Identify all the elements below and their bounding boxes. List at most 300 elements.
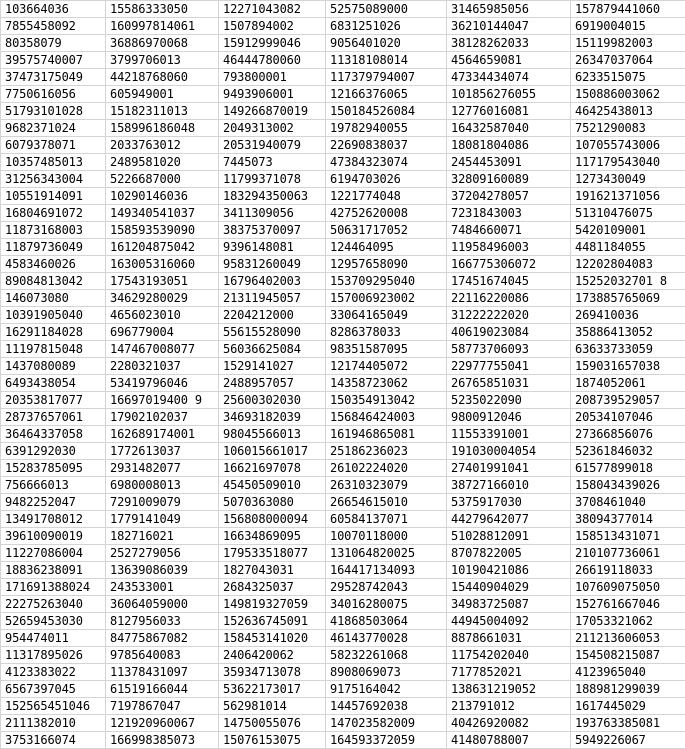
table-cell[interactable]: 208739529057 xyxy=(571,392,685,409)
table-cell[interactable]: 2684325037 xyxy=(219,579,326,596)
table-cell[interactable]: 15586333050 xyxy=(106,1,219,18)
table-cell[interactable]: 131064820025 xyxy=(326,545,447,562)
table-cell[interactable]: 152636745091 xyxy=(219,613,326,630)
table-cell[interactable]: 44279642077 xyxy=(447,511,571,528)
table-cell[interactable]: 146073080 xyxy=(1,290,106,307)
table-cell[interactable]: 61577899018 xyxy=(571,460,685,477)
table-cell[interactable]: 149266870019 xyxy=(219,103,326,120)
table-cell[interactable]: 2406420062 xyxy=(219,647,326,664)
table-cell[interactable]: 158513431071 xyxy=(571,528,685,545)
table-row xyxy=(1,613,685,630)
table-row xyxy=(1,715,685,732)
table-cell[interactable]: 36210144047 xyxy=(447,18,571,35)
table-cell[interactable]: 6831251026 xyxy=(326,18,447,35)
table-cell[interactable]: 164417134093 xyxy=(326,562,447,579)
table-cell[interactable]: 3411309056 xyxy=(219,205,326,222)
table-cell[interactable]: 15252032701 8 xyxy=(571,273,685,290)
table-cell[interactable]: 18081804086 xyxy=(447,137,571,154)
table-cell[interactable]: 124464095 xyxy=(326,239,447,256)
table-cell[interactable]: 39610090019 xyxy=(1,528,106,545)
table-cell[interactable]: 158593539090 xyxy=(106,222,219,239)
table-row xyxy=(1,647,685,664)
table-cell[interactable]: 26765851031 xyxy=(447,375,571,392)
table-cell[interactable]: 80358079 xyxy=(1,35,106,52)
table-cell[interactable]: 1221774048 xyxy=(326,188,447,205)
table-cell[interactable]: 22977755041 xyxy=(447,358,571,375)
table-row xyxy=(1,18,685,35)
table-cell[interactable]: 33064165049 xyxy=(326,307,447,324)
table-row xyxy=(1,630,685,647)
table-cell[interactable]: 6493438054 xyxy=(1,375,106,392)
table-cell[interactable]: 158453141020 xyxy=(219,630,326,647)
table-row xyxy=(1,596,685,613)
table-cell[interactable]: 53419796046 xyxy=(106,375,219,392)
table-cell[interactable]: 1772613037 xyxy=(106,443,219,460)
table-cell[interactable]: 562981014 xyxy=(219,698,326,715)
table-cell[interactable]: 2454453091 xyxy=(447,154,571,171)
table-cell[interactable]: 10551914091 xyxy=(1,188,106,205)
table-cell[interactable]: 17902102037 xyxy=(106,409,219,426)
table-cell[interactable]: 106015661017 xyxy=(219,443,326,460)
table-cell[interactable]: 6194703026 xyxy=(326,171,447,188)
table-cell[interactable]: 7484660071 xyxy=(447,222,571,239)
table-cell[interactable]: 6919004015 xyxy=(571,18,685,35)
table-cell[interactable]: 51028812091 xyxy=(447,528,571,545)
table-cell[interactable]: 34693182039 xyxy=(219,409,326,426)
table-cell[interactable]: 166775306072 xyxy=(447,256,571,273)
table-row xyxy=(1,409,685,426)
table-cell[interactable]: 1273430049 xyxy=(571,171,685,188)
table-cell[interactable]: 4481184055 xyxy=(571,239,685,256)
table-cell[interactable]: 27401991041 xyxy=(447,460,571,477)
table-cell[interactable]: 5420109001 xyxy=(571,222,685,239)
table-cell[interactable]: 6079378071 xyxy=(1,137,106,154)
table-cell[interactable]: 157879441060 xyxy=(571,1,685,18)
table-cell[interactable]: 7750616056 xyxy=(1,86,106,103)
table-cell[interactable]: 2527279056 xyxy=(106,545,219,562)
table-cell[interactable]: 159031657038 xyxy=(571,358,685,375)
table-row xyxy=(1,341,685,358)
table-cell[interactable]: 15283785095 xyxy=(1,460,106,477)
table-cell[interactable]: 98045566013 xyxy=(219,426,326,443)
table-cell[interactable]: 52659453030 xyxy=(1,613,106,630)
table-cell[interactable]: 1617445029 xyxy=(571,698,685,715)
table-cell[interactable]: 8286378033 xyxy=(326,324,447,341)
table-cell[interactable]: 27366856076 xyxy=(571,426,685,443)
table-row xyxy=(1,477,685,494)
table-row xyxy=(1,681,685,698)
table-cell[interactable]: 121920960067 xyxy=(106,715,219,732)
table-row xyxy=(1,35,685,52)
table-cell[interactable]: 107055743006 xyxy=(571,137,685,154)
table-cell[interactable]: 13639086039 xyxy=(106,562,219,579)
table-cell[interactable]: 9396148081 xyxy=(219,239,326,256)
table-row xyxy=(1,120,685,137)
table-cell[interactable]: 20534107046 xyxy=(571,409,685,426)
table-cell[interactable]: 44945004092 xyxy=(447,613,571,630)
table-cell[interactable]: 12166376065 xyxy=(326,86,447,103)
table-row xyxy=(1,52,685,69)
table-cell[interactable]: 107609075050 xyxy=(571,579,685,596)
table-cell[interactable]: 756666013 xyxy=(1,477,106,494)
table-cell[interactable]: 166998385073 xyxy=(106,732,219,749)
table-cell[interactable]: 51310476075 xyxy=(571,205,685,222)
table-cell[interactable]: 149340541037 xyxy=(106,205,219,222)
table-cell[interactable]: 34629280029 xyxy=(106,290,219,307)
table-cell[interactable]: 152761667046 xyxy=(571,596,685,613)
table-cell[interactable]: 14457692038 xyxy=(326,698,447,715)
table-cell[interactable]: 26619118033 xyxy=(571,562,685,579)
table-cell[interactable]: 51793101028 xyxy=(1,103,106,120)
table-cell[interactable]: 605949001 xyxy=(106,86,219,103)
table-cell[interactable]: 7855458092 xyxy=(1,18,106,35)
table-cell[interactable]: 12202804083 xyxy=(571,256,685,273)
table-cell[interactable]: 34016280075 xyxy=(326,596,447,613)
table-cell[interactable]: 2280321037 xyxy=(106,358,219,375)
table-cell[interactable]: 9785640083 xyxy=(106,647,219,664)
table-cell[interactable]: 147023582009 xyxy=(326,715,447,732)
table-cell[interactable]: 10391905040 xyxy=(1,307,106,324)
table-cell[interactable]: 16291184028 xyxy=(1,324,106,341)
table-cell[interactable]: 3799706013 xyxy=(106,52,219,69)
table-cell[interactable]: 4583460026 xyxy=(1,256,106,273)
table-cell[interactable]: 39575740007 xyxy=(1,52,106,69)
table-cell[interactable]: 9682371024 xyxy=(1,120,106,137)
table-cell[interactable]: 35934713078 xyxy=(219,664,326,681)
table-cell[interactable]: 6980008013 xyxy=(106,477,219,494)
table-cell[interactable]: 58232261068 xyxy=(326,647,447,664)
table-row xyxy=(1,205,685,222)
table-cell[interactable]: 696779004 xyxy=(106,324,219,341)
table-cell[interactable]: 6567397045 xyxy=(1,681,106,698)
table-cell[interactable]: 150354913042 xyxy=(326,392,447,409)
table-cell[interactable]: 12776016081 xyxy=(447,103,571,120)
table-row xyxy=(1,562,685,579)
table-cell[interactable]: 36464337058 xyxy=(1,426,106,443)
table-cell[interactable]: 32809160089 xyxy=(447,171,571,188)
table-row xyxy=(1,426,685,443)
table-cell[interactable]: 10190421086 xyxy=(447,562,571,579)
table-row xyxy=(1,375,685,392)
table-cell[interactable]: 158043439026 xyxy=(571,477,685,494)
table-cell[interactable]: 20353817077 xyxy=(1,392,106,409)
table-cell[interactable]: 152565451046 xyxy=(1,698,106,715)
table-cell[interactable]: 37204278057 xyxy=(447,188,571,205)
table-cell[interactable]: 183294350063 xyxy=(219,188,326,205)
table-cell[interactable]: 63633733059 xyxy=(571,341,685,358)
table-cell[interactable]: 171691388024 xyxy=(1,579,106,596)
table-cell[interactable]: 8127956033 xyxy=(106,613,219,630)
table-cell[interactable]: 156846424003 xyxy=(326,409,447,426)
table-cell[interactable]: 10357485013 xyxy=(1,154,106,171)
table-cell[interactable]: 11873168003 xyxy=(1,222,106,239)
table-cell[interactable]: 38128262033 xyxy=(447,35,571,52)
table-cell[interactable]: 4656023010 xyxy=(106,307,219,324)
table-row xyxy=(1,664,685,681)
table-cell[interactable]: 26347037064 xyxy=(571,52,685,69)
table-cell[interactable]: 17543193051 xyxy=(106,273,219,290)
table-cell[interactable]: 46444780060 xyxy=(219,52,326,69)
table-cell[interactable]: 210107736061 xyxy=(571,545,685,562)
table-cell[interactable]: 11317895026 xyxy=(1,647,106,664)
table-cell[interactable]: 7521290083 xyxy=(571,120,685,137)
table-cell[interactable]: 26102224020 xyxy=(326,460,447,477)
table-cell[interactable]: 41868503064 xyxy=(326,613,447,630)
table-cell[interactable]: 42752620008 xyxy=(326,205,447,222)
table-cell[interactable]: 11879736049 xyxy=(1,239,106,256)
table-cell[interactable]: 6233515075 xyxy=(571,69,685,86)
table-cell[interactable]: 9800912046 xyxy=(447,409,571,426)
table-cell[interactable]: 95831260049 xyxy=(219,256,326,273)
table-cell[interactable]: 117179543040 xyxy=(571,154,685,171)
table-cell[interactable]: 162689174001 xyxy=(106,426,219,443)
table-cell[interactable]: 34983725087 xyxy=(447,596,571,613)
table-cell[interactable]: 47384323074 xyxy=(326,154,447,171)
table-cell[interactable]: 6391292030 xyxy=(1,443,106,460)
table-cell[interactable]: 5235022090 xyxy=(447,392,571,409)
table-cell[interactable]: 9493906001 xyxy=(219,86,326,103)
table-cell[interactable]: 47334434074 xyxy=(447,69,571,86)
table-row xyxy=(1,579,685,596)
table-cell[interactable]: 15440904029 xyxy=(447,579,571,596)
table-cell[interactable]: 103664036 xyxy=(1,1,106,18)
table-cell[interactable]: 11553391001 xyxy=(447,426,571,443)
table-cell[interactable]: 36886970068 xyxy=(106,35,219,52)
table-cell[interactable]: 213791012 xyxy=(447,698,571,715)
table-cell[interactable]: 150184526084 xyxy=(326,103,447,120)
table-cell[interactable]: 10290146036 xyxy=(106,188,219,205)
table-cell[interactable]: 160997814061 xyxy=(106,18,219,35)
table-cell[interactable]: 2111382010 xyxy=(1,715,106,732)
table-cell[interactable]: 2488957057 xyxy=(219,375,326,392)
table-cell[interactable]: 182716021 xyxy=(106,528,219,545)
table-cell[interactable]: 16796402003 xyxy=(219,273,326,290)
table-cell[interactable]: 4123383022 xyxy=(1,664,106,681)
table-cell[interactable]: 793800001 xyxy=(219,69,326,86)
table-cell[interactable]: 89084813042 xyxy=(1,273,106,290)
table-cell[interactable]: 15182311013 xyxy=(106,103,219,120)
table-cell[interactable]: 52575089000 xyxy=(326,1,447,18)
table-cell[interactable]: 7231843003 xyxy=(447,205,571,222)
table-row xyxy=(1,154,685,171)
table-cell[interactable]: 7197867047 xyxy=(106,698,219,715)
table-cell[interactable]: 11958496003 xyxy=(447,239,571,256)
table-cell[interactable]: 11197815048 xyxy=(1,341,106,358)
table-row xyxy=(1,1,685,18)
table-cell[interactable]: 25186236023 xyxy=(326,443,447,460)
table-row xyxy=(1,188,685,205)
table-cell[interactable]: 179533518077 xyxy=(219,545,326,562)
table-cell[interactable]: 20531940079 xyxy=(219,137,326,154)
table-cell[interactable]: 269410036 xyxy=(571,307,685,324)
table-row xyxy=(1,511,685,528)
table-cell[interactable]: 2204212000 xyxy=(219,307,326,324)
table-cell[interactable]: 12271043082 xyxy=(219,1,326,18)
table-cell[interactable]: 157006923002 xyxy=(326,290,447,307)
table-cell[interactable]: 11754202040 xyxy=(447,647,571,664)
table-cell[interactable]: 101856276055 xyxy=(447,86,571,103)
table-cell[interactable]: 16621697078 xyxy=(219,460,326,477)
table-cell[interactable]: 161946865081 xyxy=(326,426,447,443)
table-cell[interactable]: 1827043031 xyxy=(219,562,326,579)
table-cell[interactable]: 98351587095 xyxy=(326,341,447,358)
table-cell[interactable]: 11318108014 xyxy=(326,52,447,69)
table-cell[interactable]: 61519166044 xyxy=(106,681,219,698)
table-row xyxy=(1,137,685,154)
table-cell[interactable]: 161204875042 xyxy=(106,239,219,256)
table-cell[interactable]: 8707822005 xyxy=(447,545,571,562)
table-row xyxy=(1,528,685,545)
table-row xyxy=(1,290,685,307)
table-row xyxy=(1,443,685,460)
table-cell[interactable]: 52361846032 xyxy=(571,443,685,460)
table-cell[interactable]: 2049313002 xyxy=(219,120,326,137)
table-cell[interactable]: 164593372059 xyxy=(326,732,447,749)
table-cell[interactable]: 5070363080 xyxy=(219,494,326,511)
table-cell[interactable]: 14750055076 xyxy=(219,715,326,732)
table-cell[interactable]: 173885765069 xyxy=(571,290,685,307)
table-cell[interactable]: 31465985056 xyxy=(447,1,571,18)
table-cell[interactable]: 22690838037 xyxy=(326,137,447,154)
table-cell[interactable]: 163005316060 xyxy=(106,256,219,273)
table-cell[interactable]: 156808000094 xyxy=(219,511,326,528)
table-cell[interactable]: 31222222020 xyxy=(447,307,571,324)
table-cell[interactable]: 5375917030 xyxy=(447,494,571,511)
table-cell[interactable]: 16432587040 xyxy=(447,120,571,137)
table-cell[interactable]: 15076153075 xyxy=(219,732,326,749)
table-cell[interactable]: 7445073 xyxy=(219,154,326,171)
table-cell[interactable]: 19782940055 xyxy=(326,120,447,137)
table-cell[interactable]: 138631219052 xyxy=(447,681,571,698)
table-cell[interactable]: 193763385081 xyxy=(571,715,685,732)
table-cell[interactable]: 7291009079 xyxy=(106,494,219,511)
table-cell[interactable]: 31256343004 xyxy=(1,171,106,188)
table-cell[interactable]: 38375370097 xyxy=(219,222,326,239)
table-cell[interactable]: 11378431097 xyxy=(106,664,219,681)
table-cell[interactable]: 40619023084 xyxy=(447,324,571,341)
table-cell[interactable]: 191621371056 xyxy=(571,188,685,205)
table-cell[interactable]: 14358723062 xyxy=(326,375,447,392)
table-cell[interactable]: 5226687000 xyxy=(106,171,219,188)
table-cell[interactable]: 46425438013 xyxy=(571,103,685,120)
table-cell[interactable]: 50631717052 xyxy=(326,222,447,239)
table-cell[interactable]: 3708461040 xyxy=(571,494,685,511)
table-cell[interactable]: 149819327059 xyxy=(219,596,326,613)
table-cell[interactable]: 17451674045 xyxy=(447,273,571,290)
table-cell[interactable]: 16697019400 9 xyxy=(106,392,219,409)
table-row xyxy=(1,171,685,188)
table-cell[interactable]: 25600302030 xyxy=(219,392,326,409)
table-cell[interactable]: 12174405072 xyxy=(326,358,447,375)
table-row xyxy=(1,545,685,562)
table-cell[interactable]: 38094377014 xyxy=(571,511,685,528)
table-cell[interactable]: 13491708012 xyxy=(1,511,106,528)
table-cell[interactable]: 9056401020 xyxy=(326,35,447,52)
table-row xyxy=(1,103,685,120)
table-cell[interactable]: 211213606053 xyxy=(571,630,685,647)
table-cell[interactable]: 150886003062 xyxy=(571,86,685,103)
table-cell[interactable]: 29528742043 xyxy=(326,579,447,596)
table-cell[interactable]: 158996186048 xyxy=(106,120,219,137)
table-cell[interactable]: 16634869095 xyxy=(219,528,326,545)
table-cell[interactable]: 191030004054 xyxy=(447,443,571,460)
table-row xyxy=(1,358,685,375)
table-cell[interactable]: 26654615010 xyxy=(326,494,447,511)
table-cell[interactable]: 21311945057 xyxy=(219,290,326,307)
table-row xyxy=(1,732,685,749)
table-cell[interactable]: 4564659081 xyxy=(447,52,571,69)
table-cell[interactable]: 188981299039 xyxy=(571,681,685,698)
table-cell[interactable]: 44218768060 xyxy=(106,69,219,86)
table-cell[interactable]: 2033763012 xyxy=(106,137,219,154)
table-cell[interactable]: 11799371078 xyxy=(219,171,326,188)
table-row xyxy=(1,460,685,477)
table-cell[interactable]: 18836238091 xyxy=(1,562,106,579)
table-cell[interactable]: 26310323079 xyxy=(326,477,447,494)
table-cell[interactable]: 243533001 xyxy=(106,579,219,596)
table-cell[interactable]: 8908069073 xyxy=(326,664,447,681)
table-row xyxy=(1,256,685,273)
table-cell[interactable]: 8878661031 xyxy=(447,630,571,647)
table-cell[interactable]: 41480788007 xyxy=(447,732,571,749)
table-cell[interactable]: 11227086004 xyxy=(1,545,106,562)
table-cell[interactable]: 22116220086 xyxy=(447,290,571,307)
table-cell[interactable]: 5949226067 xyxy=(571,732,685,749)
table-cell[interactable]: 154508215087 xyxy=(571,647,685,664)
table-cell[interactable]: 55615528090 xyxy=(219,324,326,341)
table-row xyxy=(1,86,685,103)
table-cell[interactable]: 1437080089 xyxy=(1,358,106,375)
table-cell[interactable]: 53622173017 xyxy=(219,681,326,698)
table-cell[interactable]: 22275263040 xyxy=(1,596,106,613)
table-cell[interactable]: 45450509010 xyxy=(219,477,326,494)
table-cell[interactable]: 1507894002 xyxy=(219,18,326,35)
table-row xyxy=(1,698,685,715)
table-cell[interactable]: 10070118000 xyxy=(326,528,447,545)
table-cell[interactable]: 147467008077 xyxy=(106,341,219,358)
table-cell[interactable]: 1874052061 xyxy=(571,375,685,392)
table-cell[interactable]: 117379794007 xyxy=(326,69,447,86)
table-cell[interactable]: 17053321062 xyxy=(571,613,685,630)
table-cell[interactable]: 1529141027 xyxy=(219,358,326,375)
table-cell[interactable]: 40426920082 xyxy=(447,715,571,732)
table-cell[interactable]: 7177852021 xyxy=(447,664,571,681)
table-cell[interactable]: 3753166074 xyxy=(1,732,106,749)
table-cell[interactable]: 15119982003 xyxy=(571,35,685,52)
table-cell[interactable]: 12957658090 xyxy=(326,256,447,273)
table-cell[interactable]: 153709295040 xyxy=(326,273,447,290)
table-cell[interactable]: 15912999046 xyxy=(219,35,326,52)
table-cell[interactable]: 954474011 xyxy=(1,630,106,647)
table-cell[interactable]: 9482252047 xyxy=(1,494,106,511)
table-cell[interactable]: 60584137071 xyxy=(326,511,447,528)
table-cell[interactable]: 36064059000 xyxy=(106,596,219,613)
table-cell[interactable]: 28737657061 xyxy=(1,409,106,426)
table-cell[interactable]: 2489581020 xyxy=(106,154,219,171)
table-cell[interactable]: 37473175049 xyxy=(1,69,106,86)
table-cell[interactable]: 2931482077 xyxy=(106,460,219,477)
table-cell[interactable]: 56036625084 xyxy=(219,341,326,358)
table-cell[interactable]: 1779141049 xyxy=(106,511,219,528)
table-cell[interactable]: 9175164042 xyxy=(326,681,447,698)
table-cell[interactable]: 46143770028 xyxy=(326,630,447,647)
table-cell[interactable]: 84775867082 xyxy=(106,630,219,647)
table-cell[interactable]: 35886413052 xyxy=(571,324,685,341)
table-cell[interactable]: 58773706093 xyxy=(447,341,571,358)
table-cell[interactable]: 38727166010 xyxy=(447,477,571,494)
table-cell[interactable]: 4123965040 xyxy=(571,664,685,681)
table-cell[interactable]: 16804691072 xyxy=(1,205,106,222)
